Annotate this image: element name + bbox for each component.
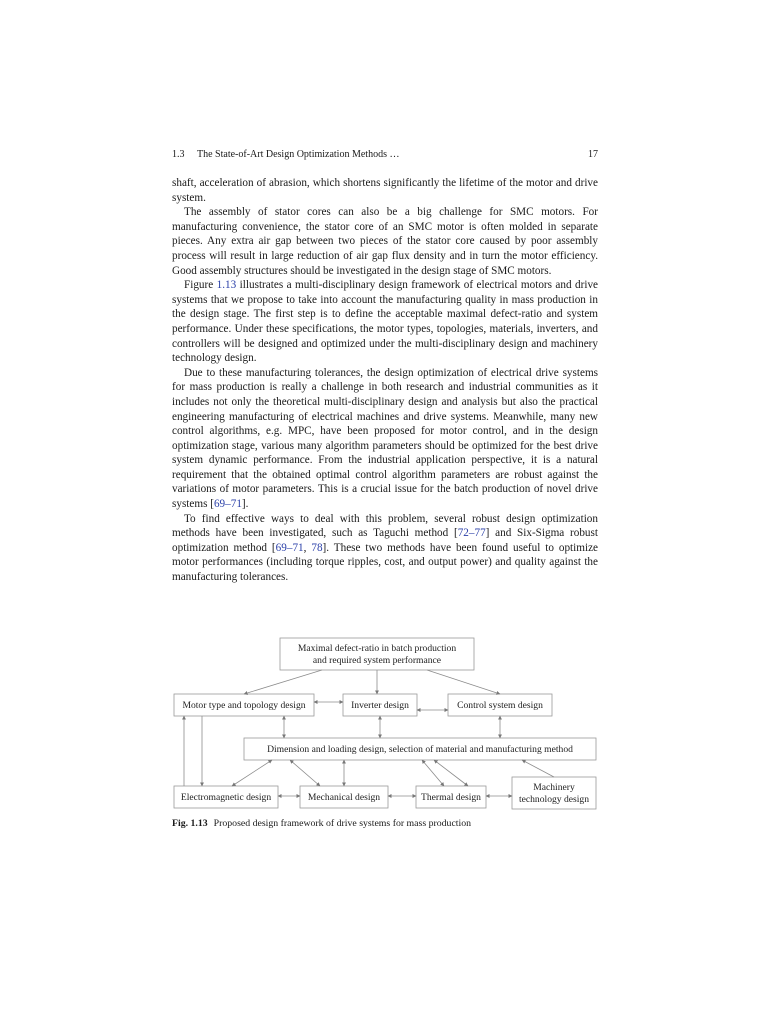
paragraph-text: The assembly of stator cores can also be a big challenge for SMC motors. For manufacturing convenience, the stator core of an SMC motor is often molded in separate pieces. Any extra air gap between two pieces of the stator core caused by poor assembly process will result in large reduction of air gap flux density and in turn the motor efficiency. Good assembly structures should be investigated in the design stage of SMC motors. — [172, 206, 598, 277]
top-box-line-1: Maximal defect-ratio in batch production — [297, 643, 457, 654]
page-number: 17 — [588, 149, 598, 160]
inverter-box-label: Inverter design — [351, 700, 409, 711]
arrow-dimension-thermal-b — [434, 760, 468, 786]
arrow-dimension-thermal-a — [422, 760, 444, 786]
paragraph-text: To find effective ways to deal with this problem, several robust design optimization methods have been investigated, such as Taguchi method [ — [172, 512, 598, 540]
box-machinery-design — [512, 777, 596, 809]
paragraph-text: Due to these manufacturing tolerances, the design optimization of electrical drive systems for mass production is really a challenge in both research and industrial communities as it includes not only the theoretical multi-disciplinary design and analysis but also the practical engineering manufacturing of electrical machines and drive systems. Meanwhile, many new control algorithms, e.g. MPC, have been proposed for motor control, and in the design optimization stage, various many algorithm parameters should be optimized for the best drive system dynamic performance. From the industrial application perspective, it is a natural requirement that the obtained optimal control algorithm parameters are robust against the variations of motor parameters. This is a crucial issue for the batch production of novel drive systems [ — [172, 366, 598, 511]
paragraph — [172, 512, 598, 585]
citation-link[interactable]: 69–71 — [275, 541, 304, 554]
page-content — [172, 148, 598, 585]
citation-link[interactable]: 1.13 — [216, 279, 237, 292]
arrow-top-to-motor — [244, 670, 322, 694]
box-motor-design — [174, 694, 314, 716]
section-number: 1.3 — [172, 149, 185, 160]
box-mechanical-design — [300, 786, 388, 808]
citation-link[interactable]: 72–77 — [457, 527, 486, 540]
paragraph-text: ]. — [241, 498, 249, 511]
section-title: The State-of-Art Design Optimization Methods … — [197, 149, 400, 160]
paragraph-text: illustrates a multi-disciplinary design framework of electrical motors and drive systems that we propose to take into account the manufacturing quality in mass production in the design stage. The first step is to define the acceptable maximal defect-ratio and system performance. Under these specifications, the motor types, topologies, materials, inverters, and controllers will be designed and optimized under the multi-disciplinary design and machinery technology design. — [172, 279, 599, 365]
machinery-box-line-1: Machinery — [533, 782, 575, 793]
design-framework-diagram — [172, 636, 598, 812]
paragraph — [172, 278, 598, 366]
paragraph-text: shaft, acceleration of abrasion, which shortens significantly the lifetime of the motor and drive system. — [172, 177, 598, 204]
mech-box-label: Mechanical design — [307, 792, 381, 803]
paragraph-text: , — [303, 541, 312, 554]
paragraph-text: Figure — [184, 279, 217, 292]
caption-text: Proposed design framework of drive systems for mass production — [213, 818, 472, 829]
body-text — [172, 176, 598, 585]
top-box-line-2: and required system performance — [312, 655, 442, 666]
box-control-design — [448, 694, 552, 716]
paragraph — [172, 205, 598, 278]
running-header — [172, 148, 598, 162]
paragraph-text: ] and Six-Sigma robust optimization method [ — [172, 527, 598, 554]
box-dimension-design — [244, 738, 596, 760]
box-thermal-design — [416, 786, 486, 808]
arrow-top-to-control — [427, 670, 500, 694]
box-top-requirements — [280, 638, 474, 670]
dimension-box-label: Dimension and loading design, selection of material and manufacturing method — [267, 744, 573, 755]
paragraph — [172, 366, 598, 512]
control-box-label: Control system design — [457, 700, 543, 711]
figure-caption — [172, 817, 471, 830]
citation-link[interactable]: 78 — [311, 541, 323, 554]
em-box-label: Electromagnetic design — [180, 792, 272, 803]
paragraph-text: ]. These two methods have been found useful to optimize motor performances (including torque ripples, cost, and output power) and quality against the manufacturing tolerances. — [172, 541, 599, 584]
running-header-section — [172, 148, 399, 162]
box-electromagnetic-design — [174, 786, 278, 808]
figure-1-13 — [172, 636, 598, 812]
caption-label: Fig. 1.13 — [172, 818, 208, 829]
thermal-box-label: Thermal design — [421, 792, 481, 803]
machinery-box-line-2: technology design — [518, 794, 590, 805]
arrow-machinery-dimension — [522, 760, 554, 777]
arrow-dimension-em — [232, 760, 272, 786]
motor-box-label: Motor type and topology design — [182, 700, 306, 711]
box-inverter-design — [343, 694, 417, 716]
arrow-dimension-mech-a — [290, 760, 320, 786]
citation-link[interactable]: 69–71 — [213, 498, 242, 511]
paragraph — [172, 176, 598, 205]
